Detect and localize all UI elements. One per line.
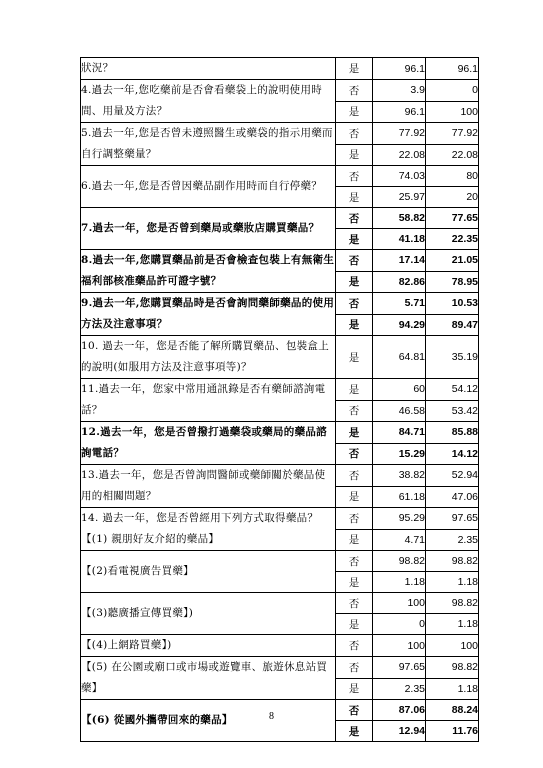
answer-cell: 否 xyxy=(336,250,373,272)
answer-cell: 否 xyxy=(336,551,373,572)
table-row xyxy=(81,593,479,614)
answer-cell: 是 xyxy=(336,529,373,551)
value-cell-col1: 4.71 xyxy=(373,529,426,551)
answer-cell: 否 xyxy=(336,635,373,657)
value-cell-col2: 89.47 xyxy=(426,314,479,336)
value-cell-col1: 82.86 xyxy=(373,271,426,293)
value-cell-col1: 12.94 xyxy=(373,721,426,742)
value-cell-col2: 100 xyxy=(426,635,479,657)
answer-cell: 否 xyxy=(336,700,373,721)
value-cell-col1: 60 xyxy=(373,379,426,401)
value-cell-col2: 2.35 xyxy=(426,529,479,551)
value-cell-col2: 77.92 xyxy=(426,123,479,145)
answer-cell: 是 xyxy=(336,486,373,508)
question-cell: 8.過去一年,您購買藥品前是否會檢查包裝上有無衛生福利部核准藥品許可證字號？ xyxy=(81,250,336,293)
question-cell: 【(5) 在公園或廟口或市場或遊覽車、旅遊休息站買藥】 xyxy=(81,657,336,700)
value-cell-col1: 96.1 xyxy=(373,101,426,123)
survey-table-body xyxy=(81,58,479,742)
table-row xyxy=(81,635,479,657)
table-row xyxy=(81,293,479,315)
value-cell-col1: 97.65 xyxy=(373,657,426,679)
answer-cell: 是 xyxy=(336,144,373,166)
value-cell-col2: 85.88 xyxy=(426,422,479,444)
answer-cell: 是 xyxy=(336,271,373,293)
value-cell-col2: 98.82 xyxy=(426,593,479,614)
question-cell: 11.過去一年，您家中常用通訊錄是否有藥師諮詢電話？ xyxy=(81,379,336,422)
value-cell-col1: 17.14 xyxy=(373,250,426,272)
table-row xyxy=(81,551,479,572)
value-cell-col1: 46.58 xyxy=(373,400,426,422)
answer-cell: 否 xyxy=(336,400,373,422)
table-row xyxy=(81,422,479,444)
value-cell-col2: 22.08 xyxy=(426,144,479,166)
question-cell: 【(6) 從國外攜帶回來的藥品】 xyxy=(81,700,336,742)
value-cell-col2: 11.76 xyxy=(426,721,479,742)
question-cell: 6.過去一年,您是否曾因藥品副作用時而自行停藥？ xyxy=(81,166,336,208)
table-row xyxy=(81,508,479,530)
value-cell-col1: 1.18 xyxy=(373,572,426,593)
question-cell: 狀況？ xyxy=(81,58,336,80)
answer-cell: 是 xyxy=(336,422,373,444)
value-cell-col2: 35.19 xyxy=(426,336,479,379)
value-cell-col1: 58.82 xyxy=(373,208,426,229)
answer-cell: 是 xyxy=(336,58,373,80)
question-cell: 9.過去一年,您購買藥品時是否會詢問藥師藥品的使用方法及注意事項？ xyxy=(81,293,336,336)
answer-cell: 是 xyxy=(336,614,373,635)
answer-cell: 否 xyxy=(336,80,373,102)
question-cell: 7.過去一年，您是否曾到藥局或藥妝店購買藥品？ xyxy=(81,208,336,250)
value-cell-col2: 20 xyxy=(426,187,479,208)
table-row xyxy=(81,657,479,679)
question-cell: 【(3)聽廣播宣傳買藥】) xyxy=(81,593,336,635)
value-cell-col1: 25.97 xyxy=(373,187,426,208)
value-cell-col2: 80 xyxy=(426,166,479,187)
answer-cell: 是 xyxy=(336,314,373,336)
value-cell-col2: 52.94 xyxy=(426,465,479,487)
value-cell-col2: 1.18 xyxy=(426,572,479,593)
value-cell-col2: 54.12 xyxy=(426,379,479,401)
value-cell-col2: 98.82 xyxy=(426,551,479,572)
value-cell-col1: 77.92 xyxy=(373,123,426,145)
question-cell: 4.過去一年,您吃藥前是否會看藥袋上的說明使用時間、用量及方法？ xyxy=(81,80,336,123)
value-cell-col1: 84.71 xyxy=(373,422,426,444)
value-cell-col2: 47.06 xyxy=(426,486,479,508)
answer-cell: 否 xyxy=(336,293,373,315)
value-cell-col1: 2.35 xyxy=(373,678,426,700)
answer-cell: 是 xyxy=(336,678,373,700)
value-cell-col1: 15.29 xyxy=(373,443,426,465)
value-cell-col1: 74.03 xyxy=(373,166,426,187)
value-cell-col1: 100 xyxy=(373,635,426,657)
value-cell-col2: 78.95 xyxy=(426,271,479,293)
value-cell-col1: 100 xyxy=(373,593,426,614)
value-cell-col2: 100 xyxy=(426,101,479,123)
value-cell-col1: 22.08 xyxy=(373,144,426,166)
answer-cell: 否 xyxy=(336,465,373,487)
table-row xyxy=(81,336,479,379)
question-cell: 5.過去一年,您是否曾未遵照醫生或藥袋的指示用藥而自行調整藥量？ xyxy=(81,123,336,166)
question-cell: 【(4)上網路買藥】) xyxy=(81,635,336,657)
value-cell-col1: 5.71 xyxy=(373,293,426,315)
question-cell: 10. 過去一年，您是否能了解所購買藥品、包裝盒上的說明(如服用方法及注意事項等)？ xyxy=(81,336,336,379)
value-cell-col2: 14.12 xyxy=(426,443,479,465)
table-row xyxy=(81,58,479,80)
answer-cell: 是 xyxy=(336,336,373,379)
value-cell-col2: 1.18 xyxy=(426,614,479,635)
value-cell-col2: 77.65 xyxy=(426,208,479,229)
value-cell-col2: 88.24 xyxy=(426,700,479,721)
value-cell-col2: 98.82 xyxy=(426,657,479,679)
question-cell: 14. 過去一年，您是否曾經用下列方式取得藥品？【(1) 親朋好友介紹的藥品】 xyxy=(81,508,336,551)
table-row xyxy=(81,80,479,102)
table-row xyxy=(81,166,479,187)
table-row xyxy=(81,379,479,401)
answer-cell: 是 xyxy=(336,379,373,401)
survey-results-table xyxy=(80,57,479,742)
value-cell-col2: 22.35 xyxy=(426,229,479,250)
value-cell-col1: 41.18 xyxy=(373,229,426,250)
question-cell: 13.過去一年，您是否曾詢問醫師或藥師關於藥品使用的相關問題？ xyxy=(81,465,336,508)
value-cell-col2: 53.42 xyxy=(426,400,479,422)
value-cell-col1: 61.18 xyxy=(373,486,426,508)
question-cell: 12.過去一年，您是否曾撥打過藥袋或藥局的藥品諮詢電話？ xyxy=(81,422,336,465)
value-cell-col1: 87.06 xyxy=(373,700,426,721)
value-cell-col1: 38.82 xyxy=(373,465,426,487)
answer-cell: 是 xyxy=(336,101,373,123)
value-cell-col2: 1.18 xyxy=(426,678,479,700)
table-row xyxy=(81,465,479,487)
answer-cell: 否 xyxy=(336,208,373,229)
value-cell-col1: 3.9 xyxy=(373,80,426,102)
answer-cell: 否 xyxy=(336,508,373,530)
value-cell-col1: 94.29 xyxy=(373,314,426,336)
page-number: 8 xyxy=(269,711,274,722)
question-cell: 【(2)看電視廣告買藥】 xyxy=(81,551,336,593)
value-cell-col2: 10.53 xyxy=(426,293,479,315)
value-cell-col2: 97.65 xyxy=(426,508,479,530)
value-cell-col1: 0 xyxy=(373,614,426,635)
answer-cell: 是 xyxy=(336,229,373,250)
table-row xyxy=(81,123,479,145)
value-cell-col1: 95.29 xyxy=(373,508,426,530)
value-cell-col2: 0 xyxy=(426,80,479,102)
answer-cell: 否 xyxy=(336,593,373,614)
answer-cell: 否 xyxy=(336,443,373,465)
answer-cell: 是 xyxy=(336,721,373,742)
value-cell-col2: 96.1 xyxy=(426,58,479,80)
value-cell-col1: 64.81 xyxy=(373,336,426,379)
answer-cell: 是 xyxy=(336,187,373,208)
answer-cell: 否 xyxy=(336,123,373,145)
value-cell-col1: 98.82 xyxy=(373,551,426,572)
answer-cell: 否 xyxy=(336,166,373,187)
value-cell-col2: 21.05 xyxy=(426,250,479,272)
answer-cell: 是 xyxy=(336,572,373,593)
table-row xyxy=(81,250,479,272)
table-row xyxy=(81,208,479,229)
answer-cell: 否 xyxy=(336,657,373,679)
value-cell-col1: 96.1 xyxy=(373,58,426,80)
